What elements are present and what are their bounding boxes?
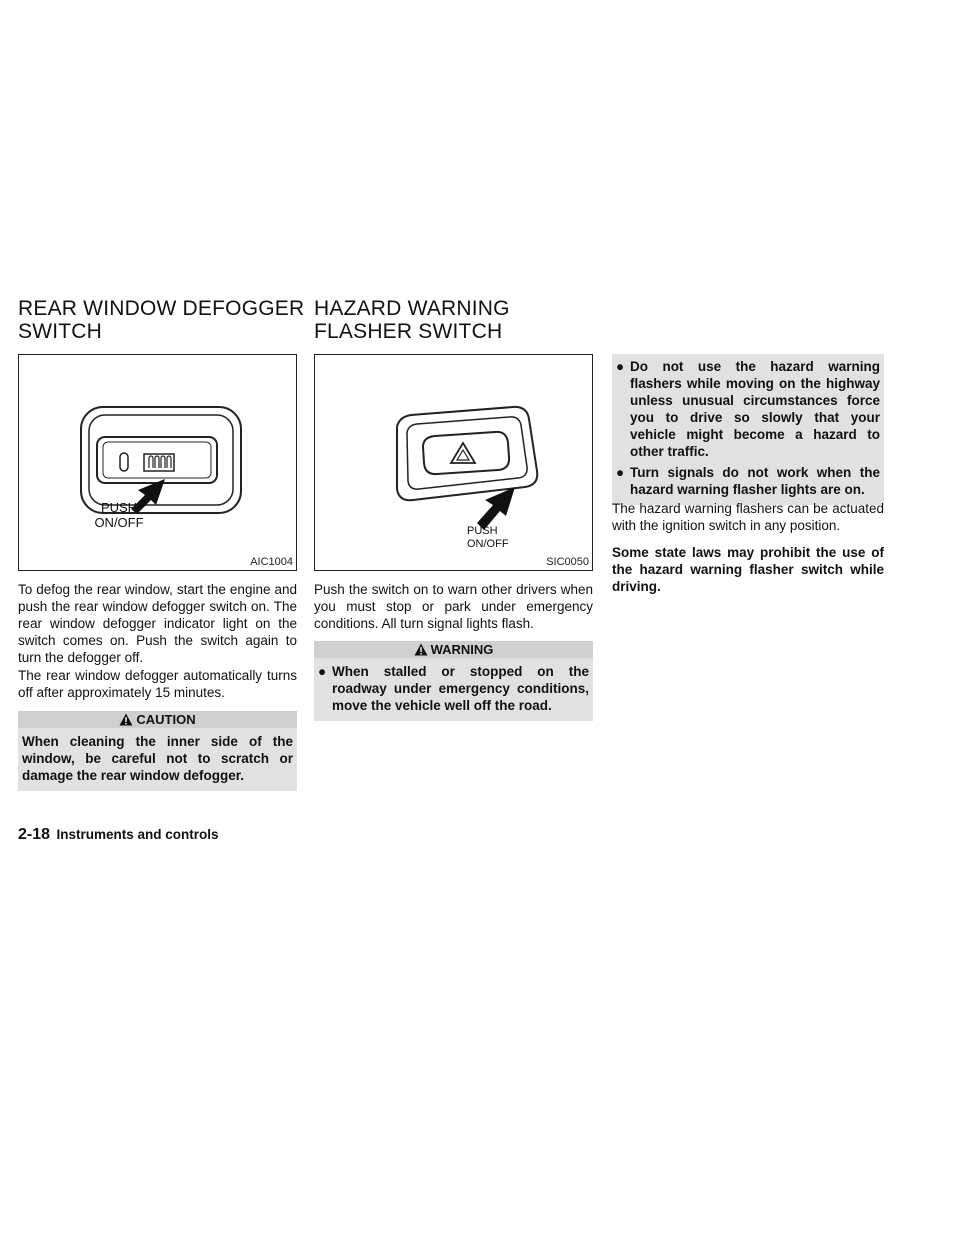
state-law-note: Some state laws may prohibit the use of the hazard warning flasher switch while driving. <box>612 545 884 594</box>
figure-hazard-switch <box>314 354 593 571</box>
figure-code: AIC1004 <box>250 556 293 568</box>
bullet-icon: ● <box>318 664 327 679</box>
defogger-switch-illustration <box>19 355 296 570</box>
bullet-icon: ● <box>616 465 625 480</box>
figure-label-onoff: ON/OFF <box>467 538 509 550</box>
section-heading-hazard: HAZARD WARNING FLASHER SWITCH <box>314 297 510 343</box>
page-number: 2-18 <box>18 826 51 843</box>
caution-title: CAUTION <box>136 712 196 727</box>
defogger-instructions: To defog the rear window, start the engine and push the rear window defogger switch on. The rear window defogger indicator light on the switch comes on. Push the switch again to turn the defogger off. <box>18 582 297 665</box>
warning-triangle-icon <box>414 643 428 656</box>
section-name: Instruments and controls <box>56 827 219 842</box>
bullet-icon: ● <box>616 359 625 374</box>
warning-title: WARNING <box>430 642 494 657</box>
figure-label-onoff: ON/OFF <box>94 515 144 530</box>
section-heading-defogger: REAR WINDOW DEFOGGER SWITCH <box>18 297 305 343</box>
hazard-switch-illustration <box>315 355 592 570</box>
caution-triangle-icon <box>119 713 133 726</box>
hazard-ignition-note: The hazard warning flashers can be actuated with the ignition switch in any position. <box>612 501 884 533</box>
page-footer <box>18 826 219 844</box>
warning-item: ● Do not use the hazard warning flashers while moving on the highway unless unusual circumstances force you to drive so slowly that your vehicle might become a hazard to other traffic. <box>616 359 880 459</box>
warning-item: ● Turn signals do not work when the hazard warning flasher lights are on. <box>616 465 880 497</box>
warning-box <box>314 641 593 721</box>
defogger-auto-off-note: The rear window defogger automatically turns off after approximately 15 minutes. <box>18 668 297 700</box>
hazard-instructions: Push the switch on to warn other drivers when you must stop or park under emergency conditions. All turn signal lights flash. <box>314 582 593 631</box>
figure-code: SIC0050 <box>546 556 589 568</box>
figure-label-push: PUSH <box>100 500 138 515</box>
figure-defogger-switch <box>18 354 297 571</box>
figure-label-push: PUSH <box>467 525 498 537</box>
caution-box <box>18 711 297 791</box>
caution-text: When cleaning the inner side of the window, be careful not to scratch or damage the rear window defogger. <box>18 728 297 791</box>
warning-box-continued <box>612 354 884 505</box>
warning-item: ● When stalled or stopped on the roadway under emergency conditions, move the vehicle well off the road. <box>318 664 589 713</box>
